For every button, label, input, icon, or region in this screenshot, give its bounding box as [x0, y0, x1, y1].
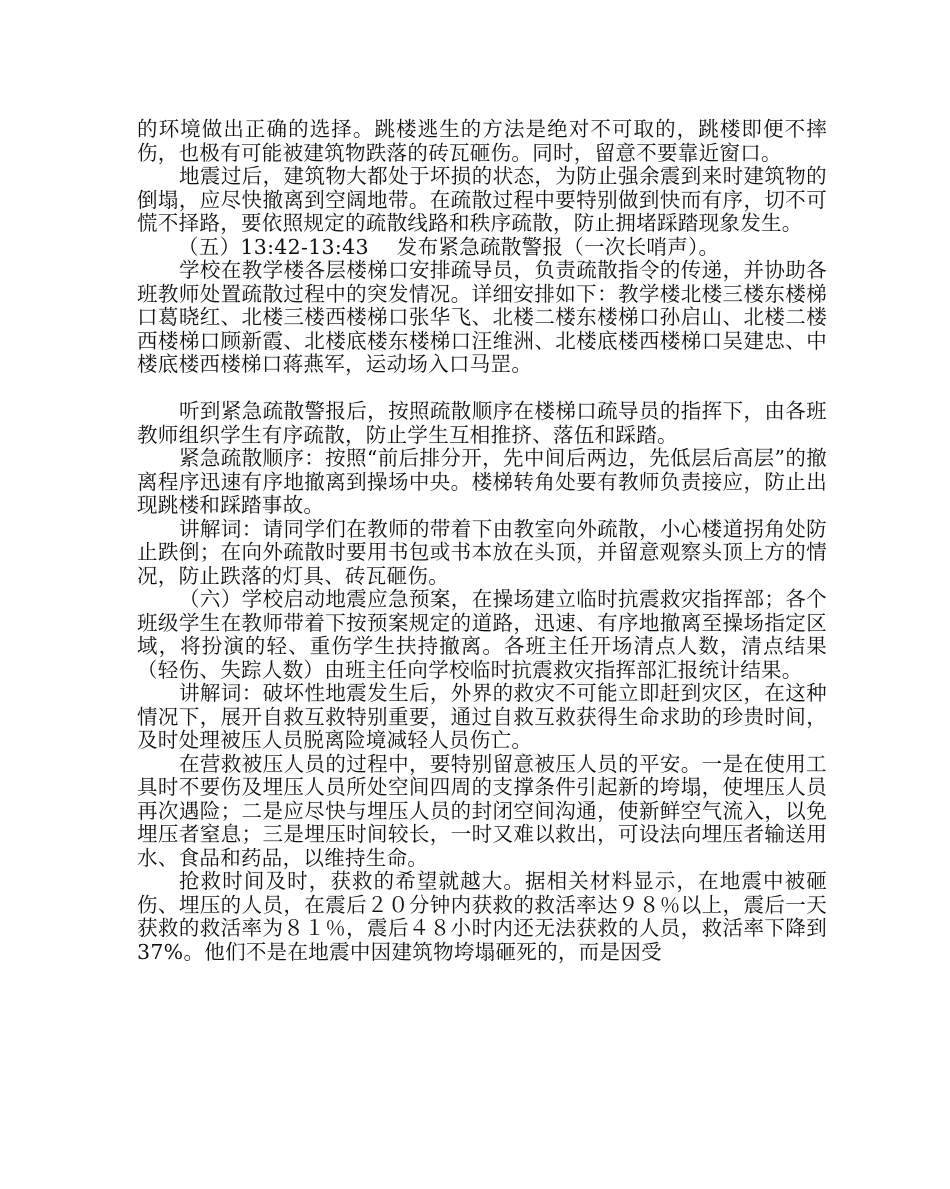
paragraph-evacuation-order: 紧急疏散顺序：按照“前后排分开，先中间后两边，先低层后高层”的撤离程序迅速有序地撤离到操场中央。楼梯转角处要有教师负责接应，防止出现跳楼和踩踏事故。 — [137, 446, 827, 517]
paragraph-narration-self-rescue: 讲解词：破坏性地震发生后，外界的救灾不可能立即赶到灾区，在这种情况下，展开自救互救特别重要，通过自救互救获得生命求助的珍贵时间，及时处理被压人员脱离险境减轻人员伤亡。 — [137, 681, 827, 752]
paragraph-rescue-timing: 抢救时间及时，获救的希望就越大。据相关材料显示，在地震中被砸伤、埋压的人员，在震后２０分钟内获救的救活率达９８％以上，震后一天获救的救活率为８１％，震后４８小时内还无法获救的人员，救活率下降到37%。他们不是在地震中因建筑物垮塌砸死的，而是因受 — [137, 869, 827, 964]
section-five-time: （五）13:42-13:43 — [178, 234, 369, 259]
section-five-heading — [137, 236, 827, 260]
paragraph-window-safety: 的环境做出正确的选择。跳楼逃生的方法是绝对不可取的，跳楼即便不摔伤，也极有可能被建筑物跌落的砖瓦砸伤。同时，留意不要靠近窗口。 — [137, 117, 827, 165]
paragraph-narration-evacuation: 讲解词：请同学们在教师的带着下由教室向外疏散，小心楼道拐角处防止跌倒；在向外疏散时要用书包或书本放在头顶，并留意观察头顶上方的情况，防止跌落的灯具、砖瓦砸伤。 — [137, 516, 827, 588]
paragraph-after-earthquake: 地震过后，建筑物大都处于坏损的状态，为防止强余震到来时建筑物的倒塌，应尽快撤离到空阔地带。在疏散过程中要特别做到快而有序，切不可慌不择路，要依照规定的疏散线路和秩序疏散，防止拥堵踩踏现象发生。 — [137, 164, 827, 235]
paragraph-section-six: （六）学校启动地震应急预案，在操场建立临时抗震救灾指挥部；各个班级学生在教师带着下按预案规定的道路，迅速、有序地撤离至操场指定区域，将扮演的轻、重伤学生扶持撤离。各班主任开场清点人数，清点结果（轻伤、失踪人数）由班主任向学校临时抗震救灾指挥部汇报统计结果。 — [137, 587, 827, 682]
paragraph-hear-alarm: 听到紧急疏散警报后，按照疏散顺序在楼梯口疏导员的指挥下，由各班教师组织学生有序疏散，防止学生互相推挤、落伍和踩踏。 — [137, 399, 827, 447]
section-five-text: 发布紧急疏散警报（一次长哨声）。 — [396, 234, 720, 259]
document-page — [137, 118, 827, 964]
paragraph-guides-arrangement: 学校在教学楼各层楼梯口安排疏导员，负责疏散指令的传递，并协助各班教师处置疏散过程中的突发情况。详细安排如下：教学楼北楼三楼东楼梯口葛晓红、北楼三楼西楼梯口张华飞、北楼二楼东楼梯口孙启山、北楼二楼西楼梯口顾新霞、北楼底楼东楼梯口汪维洲、北楼底楼西楼梯口吴建忠、中楼底楼西楼梯口蒋燕军，运动场入口马罡。 — [137, 258, 827, 376]
paragraph-rescue-safety: 在营救被压人员的过程中，要特别留意被压人员的平安。一是在使用工具时不要伤及埋压人员所处空间四周的支撑条件引起新的垮塌，使埋压人员再次遇险；二是应尽快与埋压人员的封闭空间沟通，使新鲜空气流入，以免埋压者窒息；三是埋压时间较长，一时又难以救出，可设法向埋压者输送用水、食品和药品，以维持生命。 — [137, 751, 827, 870]
blank-line — [137, 377, 827, 401]
